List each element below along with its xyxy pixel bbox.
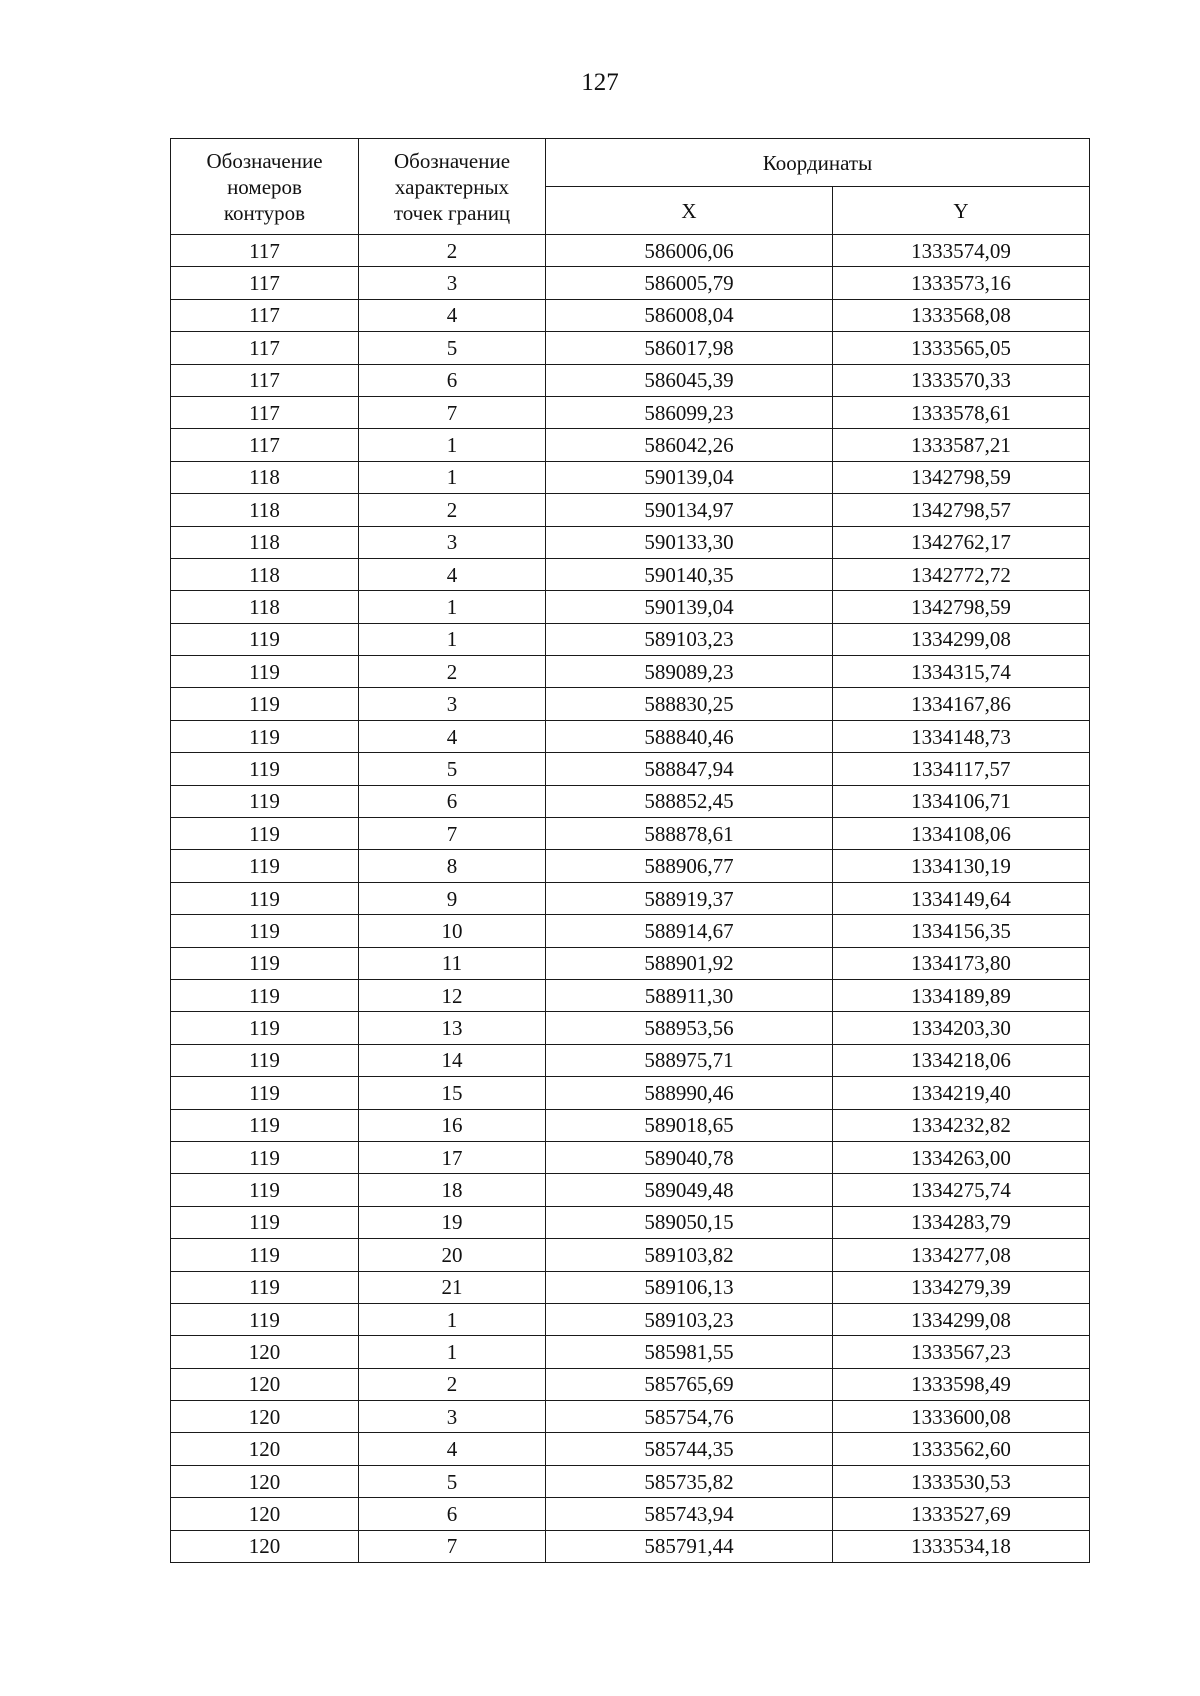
y-coordinate-cell: 1333534,18 <box>833 1530 1090 1562</box>
y-coordinate-cell: 1333600,08 <box>833 1401 1090 1433</box>
table-row <box>171 785 1090 817</box>
contour-number-cell: 120 <box>171 1433 359 1465</box>
table-row <box>171 915 1090 947</box>
table-row <box>171 461 1090 493</box>
y-coordinate-cell: 1333567,23 <box>833 1336 1090 1368</box>
y-coordinate-cell: 1334149,64 <box>833 882 1090 914</box>
point-number-cell: 15 <box>359 1077 546 1109</box>
x-coordinate-cell: 590140,35 <box>546 558 833 590</box>
y-coordinate-cell: 1334130,19 <box>833 850 1090 882</box>
table-row <box>171 818 1090 850</box>
y-coordinate-cell: 1334203,30 <box>833 1012 1090 1044</box>
y-coordinate-cell: 1342798,59 <box>833 591 1090 623</box>
contour-number-cell: 120 <box>171 1465 359 1497</box>
y-coordinate-cell: 1333527,69 <box>833 1498 1090 1530</box>
point-number-cell: 2 <box>359 656 546 688</box>
y-coordinate-cell: 1333574,09 <box>833 235 1090 267</box>
table-body <box>171 235 1090 1563</box>
x-coordinate-cell: 589018,65 <box>546 1109 833 1141</box>
table-row <box>171 850 1090 882</box>
table-row <box>171 1368 1090 1400</box>
y-coordinate-cell: 1334156,35 <box>833 915 1090 947</box>
table-row <box>171 429 1090 461</box>
point-number-cell: 2 <box>359 494 546 526</box>
y-coordinate-cell: 1334106,71 <box>833 785 1090 817</box>
y-coordinate-cell: 1334299,08 <box>833 623 1090 655</box>
point-number-cell: 2 <box>359 235 546 267</box>
x-coordinate-cell: 585735,82 <box>546 1465 833 1497</box>
x-coordinate-cell: 588878,61 <box>546 818 833 850</box>
contour-number-cell: 117 <box>171 429 359 461</box>
table-row <box>171 882 1090 914</box>
y-coordinate-cell: 1334283,79 <box>833 1206 1090 1238</box>
y-coordinate-cell: 1334279,39 <box>833 1271 1090 1303</box>
header-contour-line-2: номеров <box>227 174 302 199</box>
table-header <box>171 139 1090 235</box>
point-number-cell: 14 <box>359 1044 546 1076</box>
x-coordinate-cell: 590133,30 <box>546 526 833 558</box>
table-row <box>171 1141 1090 1173</box>
table-row <box>171 1303 1090 1335</box>
x-coordinate-cell: 589049,48 <box>546 1174 833 1206</box>
contour-number-cell: 119 <box>171 1109 359 1141</box>
x-coordinate-cell: 588901,92 <box>546 947 833 979</box>
contour-number-cell: 119 <box>171 785 359 817</box>
contour-number-cell: 119 <box>171 882 359 914</box>
point-number-cell: 4 <box>359 299 546 331</box>
y-coordinate-cell: 1333573,16 <box>833 267 1090 299</box>
contour-number-cell: 118 <box>171 558 359 590</box>
contour-number-cell: 120 <box>171 1336 359 1368</box>
y-coordinate-cell: 1333565,05 <box>833 332 1090 364</box>
point-number-cell: 1 <box>359 591 546 623</box>
contour-number-cell: 117 <box>171 235 359 267</box>
x-coordinate-cell: 585743,94 <box>546 1498 833 1530</box>
x-coordinate-cell: 589040,78 <box>546 1141 833 1173</box>
point-number-cell: 6 <box>359 1498 546 1530</box>
contour-number-cell: 117 <box>171 299 359 331</box>
point-number-cell: 5 <box>359 753 546 785</box>
y-coordinate-cell: 1334167,86 <box>833 688 1090 720</box>
x-coordinate-cell: 588906,77 <box>546 850 833 882</box>
table-row <box>171 753 1090 785</box>
coordinates-table <box>170 138 1090 1563</box>
contour-number-cell: 118 <box>171 591 359 623</box>
y-coordinate-cell: 1342798,57 <box>833 494 1090 526</box>
x-coordinate-cell: 588975,71 <box>546 1044 833 1076</box>
x-coordinate-cell: 588840,46 <box>546 720 833 752</box>
point-number-cell: 3 <box>359 267 546 299</box>
table-row <box>171 1433 1090 1465</box>
x-coordinate-cell: 589050,15 <box>546 1206 833 1238</box>
header-point-line-3: точек границ <box>393 200 511 225</box>
x-coordinate-cell: 588847,94 <box>546 753 833 785</box>
point-number-cell: 2 <box>359 1368 546 1400</box>
x-coordinate-cell: 586005,79 <box>546 267 833 299</box>
contour-number-cell: 119 <box>171 1303 359 1335</box>
x-coordinate-cell: 589103,82 <box>546 1239 833 1271</box>
point-number-cell: 12 <box>359 979 546 1011</box>
point-number-cell: 8 <box>359 850 546 882</box>
table-row <box>171 591 1090 623</box>
y-coordinate-cell: 1333568,08 <box>833 299 1090 331</box>
contour-number-cell: 119 <box>171 623 359 655</box>
table-row <box>171 656 1090 688</box>
x-coordinate-cell: 586017,98 <box>546 332 833 364</box>
point-number-cell: 5 <box>359 332 546 364</box>
point-number-cell: 3 <box>359 688 546 720</box>
contour-number-cell: 119 <box>171 1141 359 1173</box>
table-row <box>171 1206 1090 1238</box>
contour-number-cell: 118 <box>171 494 359 526</box>
table-row <box>171 558 1090 590</box>
x-coordinate-cell: 586042,26 <box>546 429 833 461</box>
contour-number-cell: 119 <box>171 688 359 720</box>
header-contour-line-1: Обозначение <box>206 148 323 173</box>
x-coordinate-cell: 589103,23 <box>546 1303 833 1335</box>
point-number-cell: 1 <box>359 1303 546 1335</box>
contour-number-cell: 120 <box>171 1401 359 1433</box>
table-row <box>171 1239 1090 1271</box>
point-number-cell: 1 <box>359 429 546 461</box>
point-number-cell: 5 <box>359 1465 546 1497</box>
table-row <box>171 688 1090 720</box>
table-row <box>171 267 1090 299</box>
contour-number-cell: 119 <box>171 1174 359 1206</box>
x-coordinate-cell: 585791,44 <box>546 1530 833 1562</box>
table-row <box>171 1044 1090 1076</box>
x-coordinate-cell: 588919,37 <box>546 882 833 914</box>
header-boundary-point <box>359 139 546 235</box>
y-coordinate-cell: 1334218,06 <box>833 1044 1090 1076</box>
header-point-line-1: Обозначение <box>393 148 511 173</box>
y-coordinate-cell: 1334173,80 <box>833 947 1090 979</box>
y-coordinate-cell: 1334117,57 <box>833 753 1090 785</box>
x-coordinate-cell: 589089,23 <box>546 656 833 688</box>
header-contour-number <box>171 139 359 235</box>
contour-number-cell: 119 <box>171 1077 359 1109</box>
contour-number-cell: 119 <box>171 753 359 785</box>
table-row <box>171 299 1090 331</box>
contour-number-cell: 119 <box>171 1012 359 1044</box>
table-row <box>171 623 1090 655</box>
contour-number-cell: 117 <box>171 364 359 396</box>
point-number-cell: 10 <box>359 915 546 947</box>
table-row <box>171 1174 1090 1206</box>
contour-number-cell: 119 <box>171 979 359 1011</box>
y-coordinate-cell: 1334219,40 <box>833 1077 1090 1109</box>
contour-number-cell: 119 <box>171 720 359 752</box>
contour-number-cell: 119 <box>171 947 359 979</box>
y-coordinate-cell: 1334263,00 <box>833 1141 1090 1173</box>
x-coordinate-cell: 588830,25 <box>546 688 833 720</box>
header-point-line-2: характерных <box>394 174 510 199</box>
y-coordinate-cell: 1333530,53 <box>833 1465 1090 1497</box>
x-coordinate-cell: 585744,35 <box>546 1433 833 1465</box>
x-coordinate-cell: 588852,45 <box>546 785 833 817</box>
x-coordinate-cell: 588953,56 <box>546 1012 833 1044</box>
x-coordinate-cell: 590134,97 <box>546 494 833 526</box>
table-row <box>171 332 1090 364</box>
x-coordinate-cell: 585765,69 <box>546 1368 833 1400</box>
contour-number-cell: 119 <box>171 915 359 947</box>
point-number-cell: 6 <box>359 785 546 817</box>
y-coordinate-cell: 1342772,72 <box>833 558 1090 590</box>
table-row <box>171 1012 1090 1044</box>
x-coordinate-cell: 585754,76 <box>546 1401 833 1433</box>
contour-number-cell: 119 <box>171 818 359 850</box>
x-coordinate-cell: 586006,06 <box>546 235 833 267</box>
y-coordinate-cell: 1334275,74 <box>833 1174 1090 1206</box>
contour-number-cell: 118 <box>171 526 359 558</box>
x-coordinate-cell: 586008,04 <box>546 299 833 331</box>
table-row <box>171 1336 1090 1368</box>
x-coordinate-cell: 585981,55 <box>546 1336 833 1368</box>
header-contour-line-3: контуров <box>223 200 306 225</box>
point-number-cell: 3 <box>359 1401 546 1433</box>
point-number-cell: 1 <box>359 623 546 655</box>
table-row <box>171 1109 1090 1141</box>
table-row <box>171 720 1090 752</box>
contour-number-cell: 119 <box>171 1206 359 1238</box>
point-number-cell: 6 <box>359 364 546 396</box>
point-number-cell: 11 <box>359 947 546 979</box>
y-coordinate-cell: 1333578,61 <box>833 396 1090 428</box>
header-y: Y <box>833 187 1090 235</box>
table-row <box>171 396 1090 428</box>
x-coordinate-cell: 589106,13 <box>546 1271 833 1303</box>
table-row <box>171 1498 1090 1530</box>
header-coordinates: Координаты <box>546 139 1090 187</box>
y-coordinate-cell: 1333598,49 <box>833 1368 1090 1400</box>
point-number-cell: 20 <box>359 1239 546 1271</box>
y-coordinate-cell: 1342762,17 <box>833 526 1090 558</box>
y-coordinate-cell: 1333587,21 <box>833 429 1090 461</box>
page-number: 127 <box>581 69 619 96</box>
y-coordinate-cell: 1333570,33 <box>833 364 1090 396</box>
table-row <box>171 1401 1090 1433</box>
point-number-cell: 1 <box>359 1336 546 1368</box>
x-coordinate-cell: 588911,30 <box>546 979 833 1011</box>
point-number-cell: 3 <box>359 526 546 558</box>
x-coordinate-cell: 586045,39 <box>546 364 833 396</box>
point-number-cell: 1 <box>359 461 546 493</box>
x-coordinate-cell: 586099,23 <box>546 396 833 428</box>
point-number-cell: 4 <box>359 720 546 752</box>
point-number-cell: 4 <box>359 558 546 590</box>
table-row <box>171 947 1090 979</box>
contour-number-cell: 117 <box>171 332 359 364</box>
table-row <box>171 979 1090 1011</box>
table-row <box>171 526 1090 558</box>
x-coordinate-cell: 589103,23 <box>546 623 833 655</box>
contour-number-cell: 119 <box>171 1271 359 1303</box>
point-number-cell: 17 <box>359 1141 546 1173</box>
point-number-cell: 4 <box>359 1433 546 1465</box>
x-coordinate-cell: 588990,46 <box>546 1077 833 1109</box>
table-row <box>171 364 1090 396</box>
point-number-cell: 7 <box>359 396 546 428</box>
header-x: X <box>546 187 833 235</box>
contour-number-cell: 120 <box>171 1498 359 1530</box>
contour-number-cell: 119 <box>171 1044 359 1076</box>
contour-number-cell: 117 <box>171 267 359 299</box>
table-row <box>171 1530 1090 1562</box>
y-coordinate-cell: 1334299,08 <box>833 1303 1090 1335</box>
contour-number-cell: 120 <box>171 1368 359 1400</box>
y-coordinate-cell: 1334148,73 <box>833 720 1090 752</box>
y-coordinate-cell: 1342798,59 <box>833 461 1090 493</box>
point-number-cell: 21 <box>359 1271 546 1303</box>
x-coordinate-cell: 590139,04 <box>546 461 833 493</box>
contour-number-cell: 119 <box>171 656 359 688</box>
point-number-cell: 7 <box>359 818 546 850</box>
table-row <box>171 1465 1090 1497</box>
y-coordinate-cell: 1334315,74 <box>833 656 1090 688</box>
x-coordinate-cell: 590139,04 <box>546 591 833 623</box>
y-coordinate-cell: 1334108,06 <box>833 818 1090 850</box>
contour-number-cell: 120 <box>171 1530 359 1562</box>
contour-number-cell: 119 <box>171 850 359 882</box>
table-row <box>171 1271 1090 1303</box>
y-coordinate-cell: 1334232,82 <box>833 1109 1090 1141</box>
point-number-cell: 16 <box>359 1109 546 1141</box>
point-number-cell: 13 <box>359 1012 546 1044</box>
y-coordinate-cell: 1333562,60 <box>833 1433 1090 1465</box>
contour-number-cell: 117 <box>171 396 359 428</box>
point-number-cell: 9 <box>359 882 546 914</box>
point-number-cell: 18 <box>359 1174 546 1206</box>
point-number-cell: 19 <box>359 1206 546 1238</box>
contour-number-cell: 119 <box>171 1239 359 1271</box>
point-number-cell: 7 <box>359 1530 546 1562</box>
y-coordinate-cell: 1334189,89 <box>833 979 1090 1011</box>
table-row <box>171 494 1090 526</box>
table-row <box>171 235 1090 267</box>
x-coordinate-cell: 588914,67 <box>546 915 833 947</box>
contour-number-cell: 118 <box>171 461 359 493</box>
y-coordinate-cell: 1334277,08 <box>833 1239 1090 1271</box>
table-row <box>171 1077 1090 1109</box>
